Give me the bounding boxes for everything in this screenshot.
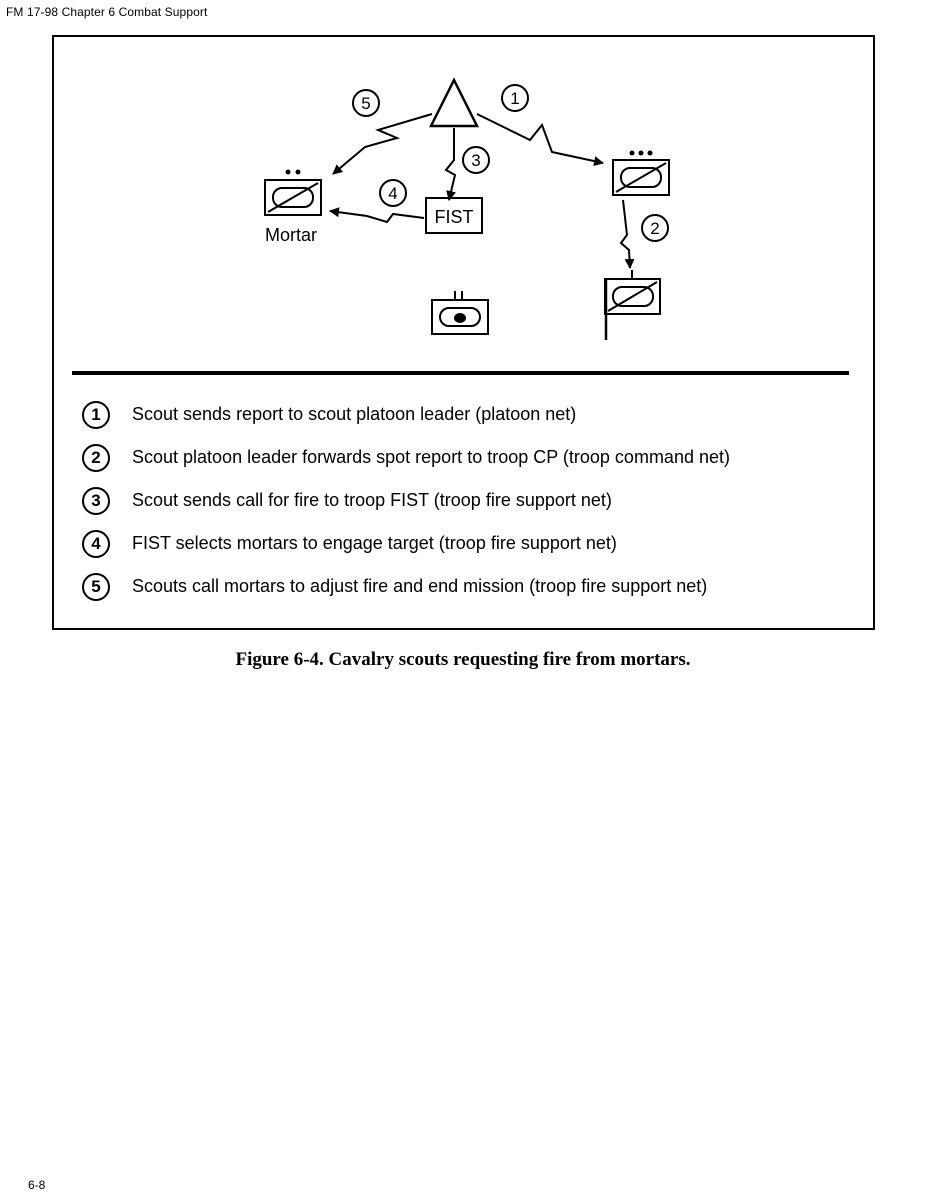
legend-text: Scouts call mortars to adjust fire and end mission (troop fire support net) (132, 576, 708, 596)
svg-text:5: 5 (361, 94, 371, 113)
mortar-label: Mortar (265, 225, 318, 245)
legend (82, 393, 852, 608)
svg-text:4: 4 (388, 184, 398, 203)
legend-item (82, 393, 852, 436)
page-number: 6-8 (28, 1178, 46, 1192)
arrow-1 (477, 114, 603, 163)
legend-item (82, 436, 852, 479)
legend-number: 1 (82, 401, 110, 429)
legend-item (82, 522, 852, 565)
legend-item (82, 479, 852, 522)
legend-divider (72, 371, 849, 375)
legend-text: Scout platoon leader forwards spot report to troop CP (troop command net) (132, 447, 730, 467)
legend-text: Scout sends report to scout platoon leader (platoon net) (132, 404, 577, 424)
scout-triangle (431, 80, 477, 126)
troop-cp-symbol (605, 270, 660, 340)
arrow-4 (330, 211, 424, 222)
fist-label: FIST (434, 207, 474, 227)
tank-symbol (432, 291, 488, 334)
legend-item (82, 565, 852, 608)
marker-3 (463, 147, 489, 173)
marker-1 (502, 85, 528, 111)
platoon-leader-symbol (613, 151, 669, 196)
mortar-symbol (265, 170, 321, 216)
page-header: FM 17-98 Chapter 6 Combat Support (6, 5, 208, 19)
legend-number: 3 (82, 487, 110, 515)
figure-caption: Figure 6-4. Cavalry scouts requesting fire from mortars. (235, 649, 691, 670)
arrow-5 (333, 114, 432, 174)
legend-number: 4 (82, 530, 110, 558)
legend-number: 2 (82, 444, 110, 472)
marker-4 (380, 180, 406, 206)
svg-text:2: 2 (650, 219, 660, 238)
marker-2 (642, 215, 668, 241)
legend-number: 5 (82, 573, 110, 601)
legend-text: FIST selects mortars to engage target (troop fire support net) (132, 533, 617, 553)
svg-text:3: 3 (471, 151, 481, 170)
arrow-2 (621, 200, 630, 268)
svg-text:1: 1 (510, 89, 520, 108)
marker-5 (353, 90, 379, 116)
legend-text: Scout sends call for fire to troop FIST (troop fire support net) (132, 490, 612, 510)
arrow-3 (446, 128, 455, 200)
